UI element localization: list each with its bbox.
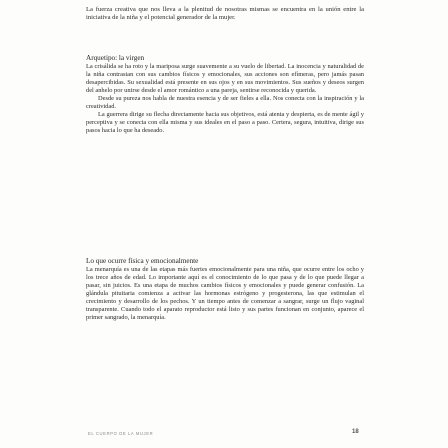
page-number: 18 [352,429,359,435]
section-heading: Lo que ocurre física y emocionalmente [86,257,199,265]
section-heading: Arquetipo: la virgen [86,54,145,62]
body-paragraph: La guerrera dirige su flecha directamente hacia sus objetivos, está atenta y despierta, es de mente ágil y perceptiva y se conecta con ella misma y sus ideales en el paso a paso. Certera, segura, intuitiva, dirige sus pasos hacia lo que ha deseado. [86,111,364,135]
body-paragraph: La menarquía es una de las etapas más fuertes emocionalmente para una niña, que ocurre entre los ocho y los trece años de edad. Lo importante aquí es el conocimiento de lo que pasa y de lo que puede llegar a pasar, sin juicios. Es una etapa de muchos cambios físicos y emocionales y puede generar confusión. La glándula pituitaria comienza a activar las hormonas estrógeno y progesterona, las que estimulan el crecimiento y desarrollo de los pechos. Y un tiempo antes de comenzar a sangrar, surge un flujo vaginal transparente. Cuando todo el aparato reproductor está listo y sus partes funcionan en conjunto, aparece el primer sangrado, la menarquía. [86,266,364,322]
running-footer: EL CUERPO DE LA MUJER [88,431,154,436]
intro-block [86,6,364,23]
body-paragraph: La crisálida se ha roto y la mariposa surge suavemente a su vuelo de libertad. La inocencia y naturalidad de la niña contrastan con sus cambios físicos y emocionales, sus acciones son efímeras, pero jamás pasan desapercibidas. Su sexualidad está presente en sus ojos y en sus movimientos. Sus sueños y deseos surgen del anhelo por unirse desde el amor romántico a una pareja, sentirse reconocida y querida. [86,63,364,95]
intro-paragraph: La fuerza creativa que nos lleva a la plenitud de nosotras mismas se encuentra en la unión entre la iniciativa de la niña y el potencial generador de la mujer. [86,6,364,22]
section-archetype [86,54,364,135]
section-physical-emotional [86,257,364,322]
body-paragraph: Desde su pureza nos habla de nuestra esencia y de ser fieles a ella. Nos conecta con la inspiración y la creatividad. [86,95,364,111]
